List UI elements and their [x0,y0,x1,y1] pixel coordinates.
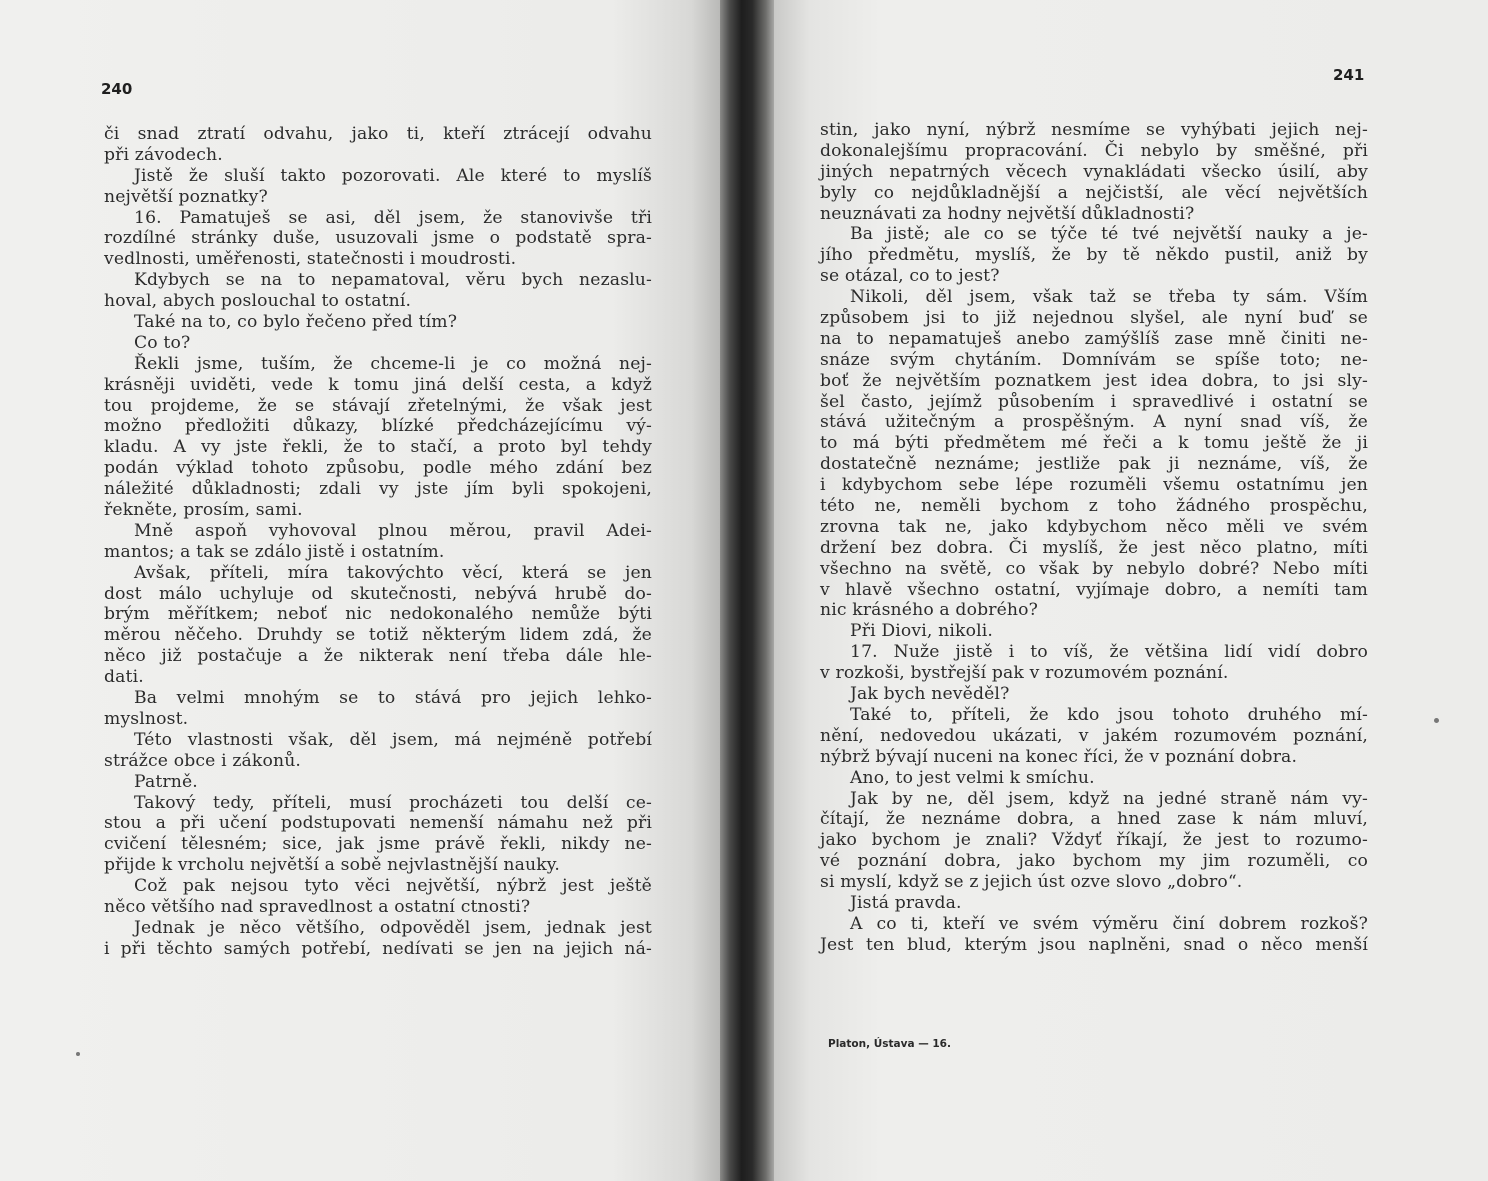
text-line: A co ti, kteří ve svém výměru činí dobrem rozkoš? [850,913,1368,934]
text-line: podán výklad tohoto způsobu, podle mého zdání bez [104,458,652,479]
text-line: této ne, neměli bychom z toho žádného prospěchu, [820,496,1368,517]
text-line: Což pak nejsou tyto věci největší, nýbrž jest ještě [134,876,652,897]
left-page [0,0,720,1181]
text-line: nění, nedovedou ukázati, v jakém rozumovém poznání, [820,725,1368,746]
text-line: Řekli jsme, tuším, že chceme-li je co možná nej- [134,353,652,374]
text-line: všechno na světě, co však by nebylo dobré? Nebo míti [820,558,1368,579]
text-line: Při Diovi, nikoli. [850,621,993,642]
text-line: stává užitečným a prospěšným. A nyní snad víš, že [820,412,1368,433]
text-line: dati. [104,667,144,688]
text-line: Nikoli, děl jsem, však taž se třeba ty sám. Vším [850,287,1368,308]
text-line: Ano, to jest velmi k smíchu. [850,767,1095,788]
text-line: vedlnosti, uměřenosti, statečnosti i moudrosti. [104,249,517,270]
text-line: Kdybych se na to nepamatoval, věru bych nezaslu- [134,270,652,291]
text-line: něco již postačuje a že nikterak není třeba dále hle- [104,646,652,667]
text-line: jího předmětu, myslíš, že by tě někdo pustil, aniž by [820,245,1368,266]
text-line: rozdílné stránky duše, usuzovali jsme o podstatě spra- [104,228,652,249]
text-line: Také na to, co bylo řečeno před tím? [134,312,458,333]
text-line: Jistě že sluší takto pozorovati. Ale které to myslíš [134,165,652,186]
text-line: Jak bych nevěděl? [850,684,1010,705]
text-line: Jak by ne, děl jsem, když na jedné straně nám vy- [850,788,1368,809]
text-line: Patrně. [134,771,198,792]
text-line: dostatečně neznáme; jestliže pak ji neznáme, víš, že [820,454,1368,475]
text-line: si myslí, když se z jejich úst ozve slovo „dobro“. [820,872,1243,893]
text-line: stin, jako nyní, nýbrž nesmíme se vyhýbati jejich nej- [820,120,1368,140]
text-line: měrou něčeho. Druhdy se totiž některým lidem zdá, že [104,625,652,646]
text-line: jako bychom je znali? Vždyť říkají, že jest to rozumo- [820,830,1368,851]
text-line: Takový tedy, příteli, musí procházeti tou delší ce- [134,792,652,813]
text-line: na to nepamatuješ anebo zamýšlíš zase mně činiti ne- [820,328,1368,349]
text-line: nýbrž bývají nuceni na konec říci, že v poznání dobra. [820,746,1298,767]
text-line: Ba jistě; ale co se týče té tvé největší nauky a je- [850,224,1368,245]
text-line: nic krásného a dobrého? [820,600,1039,621]
text-line: Jednak je něco většího, odpověděl jsem, jednak jest [134,917,652,938]
right-page [774,0,1488,1181]
text-line: Avšak, příteli, míra takovýchto věcí, která se jen [134,562,652,583]
text-line: Jistá pravda. [850,892,962,913]
text-line: 17. Nuže jistě i to víš, že většina lidí vidí dobro [850,642,1368,663]
text-line: kladu. A vy jste řekli, že to stačí, a proto byl tehdy [104,437,652,458]
text-line: Mně aspoň vyhovoval plnou měrou, pravil Adei- [134,520,652,541]
text-line: držení bez dobra. Či myslíš, že jest něco platno, míti [820,537,1368,558]
text-line: i při těchto samých potřebí, nedívati se jen na jejich ná- [104,938,652,959]
text-line: jiných nepatrných věcech vynakládati všecko úsilí, aby [820,161,1368,182]
book-gutter [720,0,774,1181]
text-line: krásněji uviděti, vede k tomu jiná delší cesta, a když [104,374,652,395]
text-line: brým měřítkem; neboť nic nedokonalého nemůže býti [104,604,652,625]
text-line: tou projdeme, že se stávají zřetelnými, že však jest [104,395,652,416]
text-line: v rozkoši, bystřejší pak v rozumovém poznání. [820,663,1229,684]
text-line: Také to, příteli, že kdo jsou tohoto druhého mí- [850,704,1368,725]
text-line: šel často, jejímž působením i spravedlivé i ostatní se [820,391,1368,412]
text-line: Této vlastnosti však, děl jsem, má nejméně potřebí [134,729,652,750]
text-line: i kdybychom sebe lépe rozuměli všemu ostatnímu jen [820,475,1368,496]
text-line: neuznávati za hodny největší důkladnosti? [820,203,1195,224]
page-number: 240 [101,80,133,98]
page-footer-signature: Platon, Ústava — 16. [828,1038,951,1050]
text-line: dost málo uchyluje od skutečnosti, nebývá hrubě do- [104,583,652,604]
text-line: mantos; a tak se zdálo jistě i ostatním. [104,541,445,562]
page-text-block [820,120,1368,956]
text-line: hoval, abych poslouchal to ostatní. [104,291,412,312]
text-line: byly co nejdůkladnější a nejčistší, ale věcí největších [820,182,1368,203]
text-line: Jest ten blud, kterým jsou naplněni, snad o něco menší [820,934,1368,955]
text-line: myslnost. [104,708,189,729]
text-line: vé poznání dobra, jako bychom my jim rozuměli, co [820,851,1368,872]
text-line: Co to? [134,332,191,353]
text-line: řekněte, prosím, sami. [104,500,303,521]
text-line: dokonalejšímu propracování. Či nebylo by směšné, při [820,140,1368,161]
text-line: to má býti předmětem mé řeči a k tomu ještě že ji [820,433,1368,454]
text-line: strážce obce i zákonů. [104,750,302,771]
text-line: čítají, že neznáme dobra, a hned zase k nám mluví, [820,809,1368,830]
text-line: zrovna tak ne, jako kdybychom něco měli ve svém [820,516,1368,537]
text-line: 16. Pamatuješ se asi, děl jsem, že stanovivše tři [134,207,652,228]
text-line: něco většího nad spravedlnost a ostatní ctnosti? [104,896,531,917]
text-line: či snad ztratí odvahu, jako ti, kteří ztrácejí odvahu [104,124,652,144]
text-line: při závodech. [104,144,223,165]
page-number: 241 [1333,66,1365,84]
text-line: boť že největším poznatkem jest idea dobra, to jsi sly- [820,370,1368,391]
text-line: největší poznatky? [104,186,268,207]
text-line: cvičení tělesném; sice, jak jsme právě řekli, nikdy ne- [104,834,652,855]
text-line: snáze svým chytáním. Domnívám se spíše toto; ne- [820,349,1368,370]
text-line: způsobem jsi to již nejednou slyšel, ale nyní buď se [820,308,1368,329]
text-line: možno předložiti důkazy, blízké předcházejícímu vý- [104,416,652,437]
text-line: stou a při učení podstupovati nemenší námahu než při [104,813,652,834]
text-line: Ba velmi mnohým se to stává pro jejich lehko- [134,688,652,709]
paper-speck [1434,718,1439,723]
text-line: se otázal, co to jest? [820,266,1000,287]
paper-speck [76,1052,80,1056]
text-line: náležité důkladnosti; zdali vy jste jím byli spokojeni, [104,479,652,500]
text-line: v hlavě všechno ostatní, vyjímaje dobro, a nemíti tam [820,579,1368,600]
page-text-block [104,124,652,960]
text-line: přijde k vrcholu největší a sobě nejvlastnější nauky. [104,855,560,876]
